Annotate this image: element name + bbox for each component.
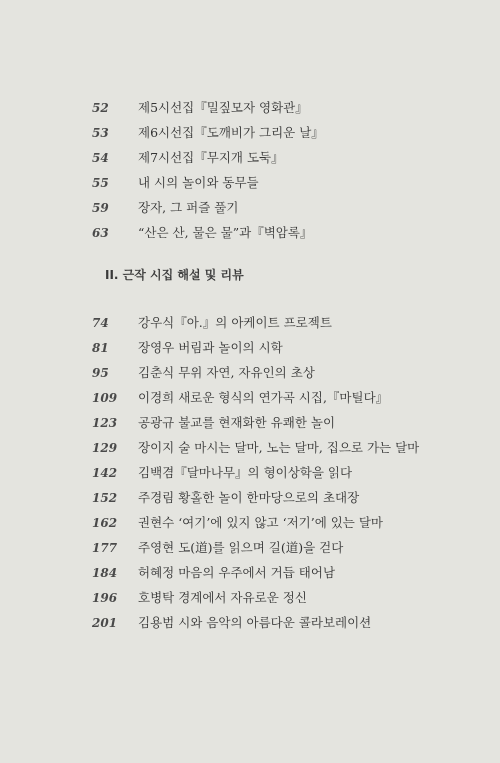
section-heading: II. 근작 시집 해설 및 리뷰	[105, 268, 244, 282]
toc-entry	[92, 538, 472, 563]
toc-page-number: 63	[92, 226, 109, 240]
toc-entry-title: 제6시선집『도깨비가 그리운 날』	[138, 125, 324, 140]
toc-page-number: 52	[92, 101, 109, 115]
toc-entry-title: 장자, 그 퍼즐 풀기	[138, 200, 239, 215]
toc-page-number: 123	[92, 416, 118, 430]
toc-entry	[92, 463, 472, 488]
toc-page-number: 95	[92, 366, 109, 380]
toc-entry-title: 권현수 ‘여기’에 있지 않고 ‘저기’에 있는 달마	[138, 515, 384, 530]
toc-page-number: 142	[92, 466, 118, 480]
toc-entry-title: 장이지 술 마시는 달마, 노는 달마, 집으로 가는 달마	[138, 440, 420, 455]
toc-entry	[92, 198, 472, 223]
toc-entry	[92, 338, 472, 363]
toc-page-number: 129	[92, 441, 118, 455]
toc-entry-title: 제7시선집『무지개 도둑』	[138, 150, 284, 165]
toc-page-number: 196	[92, 591, 118, 605]
toc-entry-title: 김백겸『달마나무』의 형이상학을 읽다	[138, 465, 353, 480]
toc-entry-title: 공광규 불교를 현재화한 유쾌한 놀이	[138, 415, 336, 430]
toc-page-number: 54	[92, 151, 109, 165]
toc-page-number: 201	[92, 616, 118, 630]
toc-entry-title: 장영우 버림과 놀이의 시학	[138, 340, 283, 355]
toc-entry	[92, 588, 472, 613]
toc-entry	[92, 388, 472, 413]
toc-page-number: 74	[92, 316, 109, 330]
toc-entry-title: 허혜정 마음의 우주에서 거듭 태어남	[138, 565, 336, 580]
toc-page-number: 55	[92, 176, 109, 190]
toc-entry	[92, 173, 472, 198]
toc-entry-title: 호병탁 경계에서 자유로운 정신	[138, 590, 307, 605]
toc-entry-title: 주경림 황홀한 놀이 한마당으로의 초대장	[138, 490, 360, 505]
toc-entry	[92, 148, 472, 173]
toc-entry	[92, 223, 472, 248]
toc-page-number: 162	[92, 516, 118, 530]
toc-entry	[92, 123, 472, 148]
toc-page-number: 177	[92, 541, 118, 555]
toc-entry	[92, 98, 472, 123]
toc-entry-title: 주영현 도(道)를 읽으며 길(道)을 걷다	[138, 540, 344, 555]
toc-page-number: 109	[92, 391, 118, 405]
toc-entry-title: 김용범 시와 음악의 아름다운 콜라보레이션	[138, 615, 372, 630]
toc-entry	[92, 313, 472, 338]
toc-entry-title: “산은 산, 물은 물”과『벽암록』	[138, 225, 313, 240]
toc-page-number: 184	[92, 566, 118, 580]
toc-entry	[92, 613, 472, 638]
toc-page-number: 152	[92, 491, 118, 505]
toc-entry	[92, 413, 472, 438]
toc-entry	[92, 488, 472, 513]
toc-section-2	[92, 313, 472, 638]
toc-entry	[92, 438, 472, 463]
toc-entry-title: 내 시의 놀이와 동무들	[138, 175, 259, 190]
toc-entry-title: 이경희 새로운 형식의 연가곡 시집,『마틸다』	[138, 390, 389, 405]
toc-page-number: 81	[92, 341, 109, 355]
toc-page-number: 53	[92, 126, 109, 140]
toc-entry-title: 제5시선집『밀짚모자 영화관』	[138, 100, 308, 115]
toc-section-1	[92, 98, 472, 248]
toc-entry	[92, 563, 472, 588]
toc-entry	[92, 513, 472, 538]
toc-entry-title: 김춘식 무위 자연, 자유인의 초상	[138, 365, 315, 380]
toc-entry	[92, 363, 472, 388]
toc-entry-title: 강우식『아.』의 아케이트 프로젝트	[138, 315, 332, 330]
toc-page-number: 59	[92, 201, 109, 215]
